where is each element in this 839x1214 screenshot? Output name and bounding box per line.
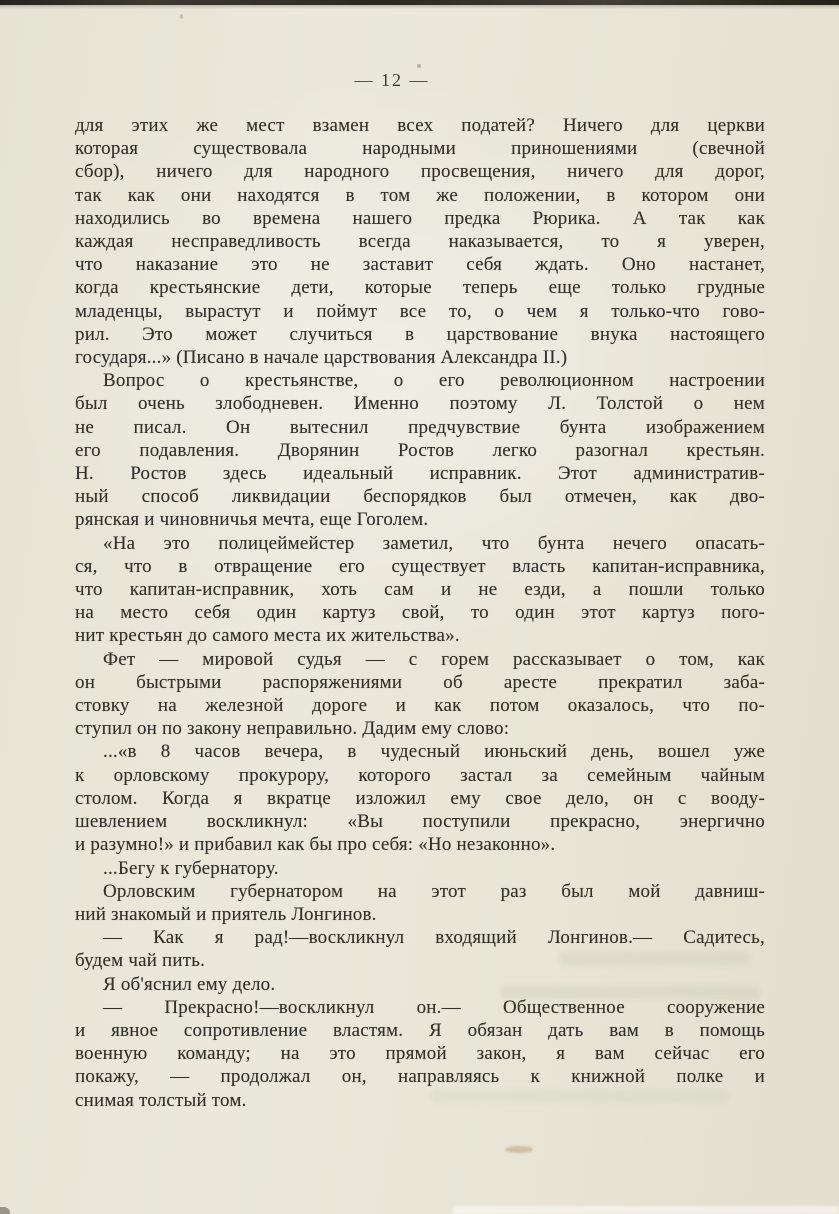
scan-corner-notch (0, 1207, 10, 1214)
ink-showthrough (500, 986, 760, 999)
text-line: — Прекрасно!—воскликнул он.— Общественное сооружение (103, 996, 765, 1018)
paragraph (75, 926, 765, 972)
paragraph (75, 880, 765, 926)
text-line: так как они находятся в том же положении, в котором они (75, 184, 765, 206)
paragraph (75, 369, 765, 531)
text-line: столом. Когда я вкратце изложил ему свое дело, он с вооду- (75, 787, 765, 809)
paper-speck (417, 64, 421, 68)
scan-edge-bottom (453, 1206, 839, 1214)
text-line: «На это полицеймейстер заметил, что бунта нечего опасать- (103, 532, 765, 554)
text-line: Вопрос о крестьянстве, о его революционном настроении (103, 370, 765, 392)
text-line: Орловским губернатором на этот раз был мой давниш- (103, 880, 765, 902)
text-line: стовку на железной дороге и как потом оказалось, что по- (75, 695, 765, 717)
text-line: когда крестьянские дети, которые теперь еще только грудные (75, 277, 765, 299)
text-line: которая существовала народными приношениями (свечной (75, 138, 765, 160)
text-line: ступил он по закону неправильно. Дадим ему слово: (75, 718, 510, 740)
text-line: к орловскому прокурору, которого застал за семейным чайным (75, 764, 765, 786)
paragraph (75, 857, 765, 880)
ink-showthrough (430, 1090, 730, 1102)
text-line: Я об'яснил ему дело. (103, 973, 276, 995)
text-line: ...Бегу к губернатору. (103, 857, 279, 879)
text-line: и разумно!» и прибавил как бы про себя: «Но незаконно». (75, 834, 556, 856)
ink-showthrough (560, 952, 750, 965)
paragraph (75, 114, 765, 369)
text-line: нит крестьян до самого места их жительства». (75, 625, 460, 647)
text-line: что наказание это не заставит себя ждать. Оно настанет, (75, 254, 765, 276)
text-line: младенцы, вырастут и поймут все то, о чем я только-что гово- (75, 300, 765, 322)
text-line: не писал. Он вытеснил предчувствие бунта изображением (75, 416, 765, 438)
text-line: ...«в 8 часов вечера, в чудесный июньский день, вошел уже (103, 741, 765, 763)
text-line: для этих же мест взамен всех податей? Ничего для церкви (75, 115, 765, 136)
paragraph (75, 532, 765, 648)
paragraph (75, 648, 765, 741)
text-line: каждая несправедливость всегда наказывается, то я уверен, (75, 231, 765, 253)
text-line: его подавления. Дворянин Ростов легко разогнал крестьян. (75, 439, 765, 461)
text-line: покажу, — продолжал он, направляясь к книжной полке и (75, 1066, 765, 1088)
text-line: он быстрыми распоряжениями об аресте прекратил заба- (75, 671, 765, 693)
text-line: Фет — мировой судья — с горем рассказывает о том, как (103, 648, 765, 670)
paper-smudge (505, 1146, 533, 1153)
text-line: находились во времена нашего предка Рюрика. А так как (75, 207, 765, 229)
text-line: на место себя один картуз свой, то один этот картуз пого- (75, 602, 765, 624)
text-line: шевлением воскликнул: «Вы поступили прекрасно, энергично (75, 811, 765, 833)
paper-speck (180, 14, 183, 19)
text-line: рил. Это может случиться в царствование внука настоящего (75, 323, 765, 345)
text-line: Н. Ростов здесь идеальный исправник. Этот административ- (75, 463, 765, 485)
page-number: — 12 — (354, 70, 430, 90)
text-line: и явное сопротивление властям. Я обязан дать вам в помощь (75, 1019, 765, 1041)
text-line: ный способ ликвидации беспорядков был отмечен, как дво- (75, 486, 765, 508)
text-line: будем чай пить. (75, 950, 206, 972)
text-line: сбор), ничего для народного просвещения, ничего для дорог, (75, 161, 765, 183)
text-line: был очень злободневен. Именно поэтому Л. Толстой о нем (75, 393, 765, 415)
text-line: ся, что в отвращение его существует власть капитан-исправника, (75, 555, 765, 577)
text-line: — Как я рад!—воскликнул входящий Лонгинов.— Садитесь, (103, 927, 765, 949)
text-line: рянская и чиновничья мечта, еще Гоголем. (75, 509, 429, 531)
text-line: военную команду; на это прямой закон, я вам сейчас его (75, 1043, 765, 1065)
text-line: что капитан-исправник, хоть сам и не езди, а пошли только (75, 579, 765, 601)
scan-edge-top (0, 0, 839, 5)
text-line: снимая толстый том. (75, 1089, 247, 1111)
text-line: государя...» (Писано в начале царствования Александра II.) (75, 347, 568, 369)
text-line: ний знакомый и приятель Лонгинов. (75, 903, 377, 925)
paragraph (75, 740, 765, 856)
